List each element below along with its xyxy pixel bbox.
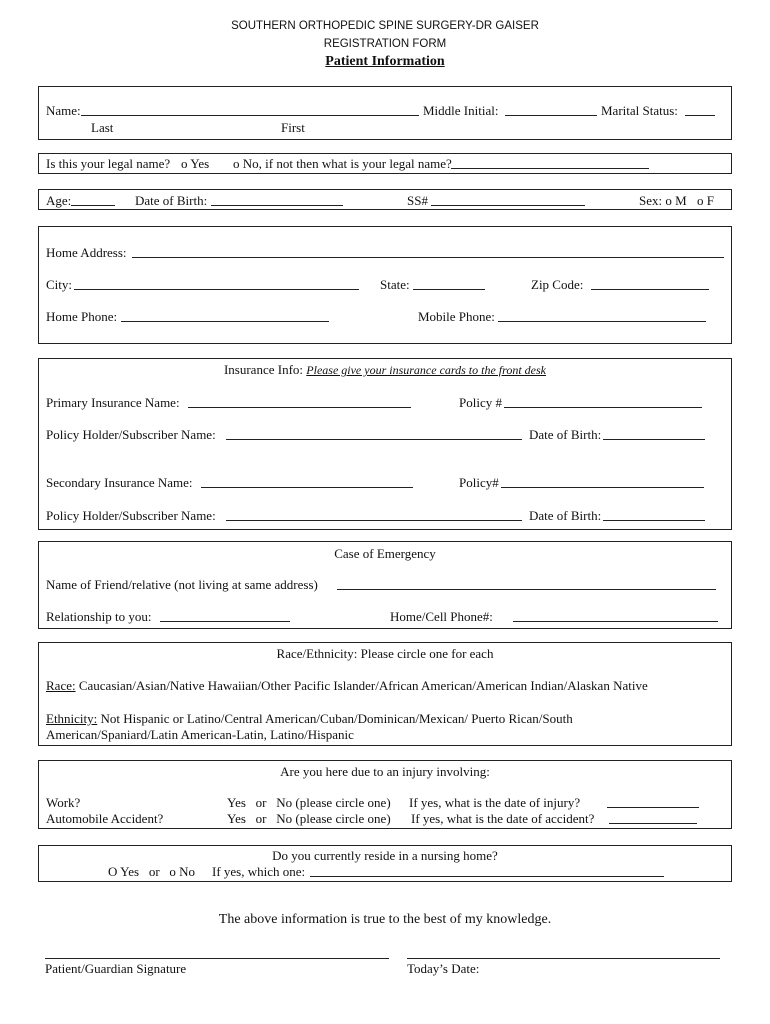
signature-line[interactable] <box>45 958 389 959</box>
emergency-phone-field[interactable] <box>513 610 718 622</box>
ss-label: SS# <box>407 193 428 208</box>
legal-name-yes[interactable]: o Yes <box>181 156 210 171</box>
name-section <box>38 86 732 140</box>
auto-label: Automobile Accident? <box>46 811 164 826</box>
emergency-phone-label: Home/Cell Phone#: <box>390 609 493 624</box>
insurance-heading: Insurance Info: Please give your insurance cards to the front desk <box>223 362 547 377</box>
nursing-which-label: If yes, which one: <box>212 864 306 879</box>
secondary-policy-label: Policy# <box>459 475 499 490</box>
section-title: Patient Information <box>325 54 445 69</box>
accident-date-label: If yes, what is the date of accident? <box>411 811 595 826</box>
middle-initial-label: Middle Initial: <box>423 103 499 118</box>
race-section <box>38 642 732 746</box>
form-title: REGISTRATION FORM <box>323 38 447 50</box>
injury-date-label: If yes, what is the date of injury? <box>409 795 581 810</box>
accident-date-field[interactable] <box>609 812 697 824</box>
race-heading: Race/Ethnicity: Please circle one for each <box>276 646 494 661</box>
auto-choice[interactable]: Yes or No (please circle one) <box>227 811 391 826</box>
injury-date-field[interactable] <box>607 796 699 808</box>
holder1-dob-field[interactable] <box>603 428 705 440</box>
name-field[interactable] <box>81 104 419 116</box>
zip-label: Zip Code: <box>531 277 584 292</box>
state-label: State: <box>380 277 410 292</box>
primary-insurance-label: Primary Insurance Name: <box>46 395 180 410</box>
race-options[interactable]: Race: Caucasian/Asian/Native Hawaiian/Other Pacific Islander/African American/American Indian/Alaskan Native <box>46 678 648 693</box>
ethnicity-options-cont[interactable]: American/Spaniard/Latin American-Latin, Latino/Hispanic <box>46 727 354 742</box>
last-label: Last <box>91 120 114 135</box>
sex-female-option[interactable]: o F <box>697 193 714 208</box>
dob-field[interactable] <box>211 194 343 206</box>
mobile-phone-label: Mobile Phone: <box>418 309 495 324</box>
holder2-dob-field[interactable] <box>603 509 705 521</box>
age-label: Age: <box>46 193 72 208</box>
insurance-section <box>38 358 732 530</box>
work-choice[interactable]: Yes or No (please circle one) <box>227 795 391 810</box>
mobile-phone-field[interactable] <box>498 310 706 322</box>
attestation: The above information is true to the best of my knowledge. <box>218 912 552 927</box>
state-field[interactable] <box>413 278 485 290</box>
injury-heading: Are you here due to an injury involving: <box>280 764 490 779</box>
demographics-section <box>38 189 732 210</box>
marital-status-field[interactable] <box>685 104 715 116</box>
legal-name-field[interactable] <box>451 157 649 169</box>
injury-section <box>38 760 732 829</box>
date-line[interactable] <box>407 958 720 959</box>
nursing-choice[interactable]: O Yes or o No <box>108 864 196 879</box>
secondary-insurance-label: Secondary Insurance Name: <box>46 475 193 490</box>
city-label: City: <box>46 277 73 292</box>
first-label: First <box>281 120 305 135</box>
address-section <box>38 226 732 344</box>
friend-field[interactable] <box>337 578 716 590</box>
secondary-insurance-field[interactable] <box>201 476 413 488</box>
holder2-dob-label: Date of Birth: <box>529 508 602 523</box>
holder1-dob-label: Date of Birth: <box>529 427 602 442</box>
legal-name-question: Is this your legal name? <box>46 156 171 171</box>
friend-label: Name of Friend/relative (not living at same address) <box>46 577 318 592</box>
holder2-label: Policy Holder/Subscriber Name: <box>46 508 216 523</box>
legal-name-section <box>38 153 732 174</box>
home-phone-field[interactable] <box>121 310 329 322</box>
practice-name: SOUTHERN ORTHOPEDIC SPINE SURGERY-DR GAISER <box>231 20 539 32</box>
sex-male-option[interactable]: Sex: o M <box>639 193 687 208</box>
dob-label: Date of Birth: <box>135 193 208 208</box>
primary-policy-label: Policy # <box>459 395 502 410</box>
date-label: Today’s Date: <box>407 961 480 976</box>
primary-insurance-field[interactable] <box>188 396 411 408</box>
nursing-which-field[interactable] <box>310 865 664 877</box>
name-label: Name: <box>46 103 81 118</box>
relationship-label: Relationship to you: <box>46 609 152 624</box>
nursing-section <box>38 845 732 882</box>
ss-field[interactable] <box>431 194 585 206</box>
emergency-heading: Case of Emergency <box>334 546 436 561</box>
nursing-heading: Do you currently reside in a nursing home? <box>272 848 498 863</box>
holder2-field[interactable] <box>226 509 522 521</box>
holder1-field[interactable] <box>226 428 522 440</box>
home-phone-label: Home Phone: <box>46 309 118 324</box>
work-label: Work? <box>46 795 81 810</box>
holder1-label: Policy Holder/Subscriber Name: <box>46 427 216 442</box>
home-address-field[interactable] <box>132 246 724 258</box>
ethnicity-options[interactable]: Ethnicity: Not Hispanic or Latino/Central American/Cuban/Dominican/Mexican/ Puerto Rican/South <box>46 711 573 726</box>
signature-label: Patient/Guardian Signature <box>45 961 187 976</box>
zip-field[interactable] <box>591 278 709 290</box>
home-address-label: Home Address: <box>46 245 127 260</box>
city-field[interactable] <box>74 278 359 290</box>
marital-status-label: Marital Status: <box>601 103 678 118</box>
legal-name-no[interactable]: o No, if not then what is your legal name? <box>233 156 452 171</box>
age-field[interactable] <box>71 194 115 206</box>
emergency-section <box>38 541 732 629</box>
relationship-field[interactable] <box>160 610 290 622</box>
secondary-policy-field[interactable] <box>501 476 704 488</box>
primary-policy-field[interactable] <box>504 396 702 408</box>
middle-initial-field[interactable] <box>505 104 597 116</box>
